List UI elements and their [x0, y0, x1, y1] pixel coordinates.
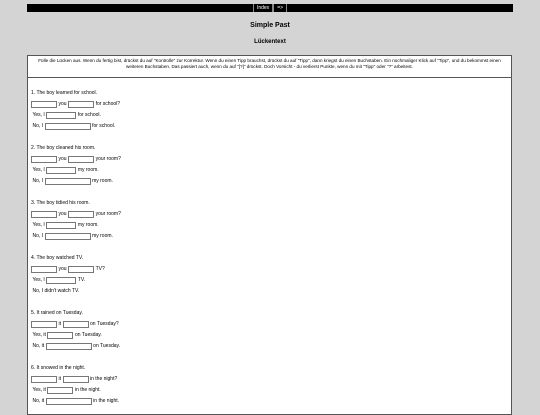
yes-answer-row [31, 166, 122, 175]
gap-input[interactable] [63, 376, 89, 383]
no-answer-row [31, 177, 122, 186]
yes-answer-row [31, 221, 122, 230]
yes-prefix: Yes, it [32, 387, 46, 393]
question-row [31, 210, 122, 219]
exercise-3 [31, 200, 122, 243]
no-prefix: No, I [32, 178, 44, 184]
next-page-link[interactable]: => [273, 4, 287, 12]
yes-prefix: Yes, it [32, 332, 46, 338]
question-word: you [58, 211, 67, 217]
question-word: you [58, 101, 67, 107]
exercise-heading: 6. It snowed in the night. [31, 365, 86, 371]
yes-answer-row [31, 386, 121, 395]
yes-end: in the night. [74, 387, 101, 393]
yes-prefix: Yes, I [32, 112, 45, 118]
yes-end: for school. [77, 112, 101, 118]
gap-input[interactable] [68, 266, 94, 273]
question-end: on Tuesday? [90, 321, 119, 327]
question-row [31, 265, 106, 274]
question-word: you [58, 156, 67, 162]
yes-prefix: Yes, I [32, 277, 45, 283]
exercise-heading: 5. It rained on Tuesday. [31, 310, 83, 316]
exercise-heading: 4. The boy watched TV. [31, 255, 84, 261]
no-prefix: No, I [32, 123, 44, 129]
question-row [31, 375, 121, 384]
yes-answer-row [31, 276, 106, 285]
exercise-panel [27, 55, 512, 415]
gap-input[interactable] [46, 398, 92, 405]
yes-prefix: Yes, I [32, 167, 45, 173]
gap-input[interactable] [31, 101, 57, 108]
no-answer-text: No, I didn't watch TV. [32, 288, 80, 294]
gap-input[interactable] [45, 123, 91, 130]
index-link[interactable]: Index [253, 4, 273, 12]
yes-end: my room. [77, 222, 99, 228]
exercise-heading: 1. The boy learned for school. [31, 90, 98, 96]
question-row [31, 100, 122, 109]
no-end: for school. [92, 123, 116, 129]
yes-end: my room. [77, 167, 99, 173]
exercise-4 [31, 255, 106, 298]
gap-input[interactable] [68, 101, 94, 108]
question-end: your room? [95, 156, 121, 162]
question-end: for school? [95, 101, 121, 107]
page-title: Simple Past [250, 22, 290, 29]
question-row [31, 155, 122, 164]
gap-input[interactable] [31, 156, 57, 163]
question-word: it [58, 321, 61, 327]
no-end: my room. [92, 233, 113, 239]
top-navigation-bar [27, 4, 513, 12]
yes-prefix: Yes, I [32, 222, 45, 228]
question-end: your room? [95, 211, 121, 217]
gap-input[interactable] [63, 321, 89, 328]
gap-input[interactable] [45, 178, 91, 185]
gap-input[interactable] [31, 266, 57, 273]
gap-input[interactable] [31, 321, 57, 328]
exercise-heading: 3. The boy tidied his room. [31, 200, 90, 206]
no-answer-row [31, 122, 122, 131]
no-prefix: No, it [32, 398, 45, 404]
gap-input[interactable] [46, 343, 92, 350]
no-prefix: No, I [32, 233, 44, 239]
instructions-text: Fülle die Lücken aus. Wenn du fertig bist, drückst du auf "Kontrolle" zur Korrektur. Wenn du einen Tipp brauchst, drückst du auf "Tipp", dann kriegst du einen Buchstaben. Ein nochmaliger Klick auf "Tipp", und du bekommst einen weiteren Buchstaben. Das passiert auch, wenn du auf "[?]" drückst. Doch Vorsicht - du verlierst Punkte, wenn du mit "Tipp" oder "?" arbeitest. [28, 56, 511, 78]
yes-answer-row [31, 331, 122, 340]
gap-input[interactable] [31, 376, 57, 383]
gap-input[interactable] [45, 233, 91, 240]
question-word: it [58, 376, 61, 382]
no-end: on Tuesday. [93, 343, 121, 349]
no-answer-row [31, 232, 122, 241]
gap-input[interactable] [47, 332, 73, 339]
yes-answer-row [31, 111, 122, 120]
question-row [31, 320, 122, 329]
no-prefix: No, it [32, 343, 45, 349]
question-end: in the night? [90, 376, 118, 382]
no-answer-row [31, 342, 122, 351]
no-end: my room. [92, 178, 113, 184]
yes-end: on Tuesday. [74, 332, 102, 338]
gap-input[interactable] [46, 277, 76, 284]
gap-input[interactable] [46, 222, 76, 229]
gap-input[interactable] [68, 211, 94, 218]
exercise-heading: 2. The boy cleaned his room. [31, 145, 96, 151]
gap-input[interactable] [47, 387, 73, 394]
gap-input[interactable] [31, 211, 57, 218]
exercise-1 [31, 90, 122, 133]
exercise-2 [31, 145, 122, 188]
yes-end: TV. [77, 277, 86, 283]
question-word: you [58, 266, 67, 272]
page-subtitle: Lückentext [254, 39, 286, 45]
exercise-5 [31, 310, 122, 353]
exercise-6 [31, 365, 121, 408]
no-end: in the night. [93, 398, 120, 404]
question-end: TV? [95, 266, 105, 272]
gap-input[interactable] [68, 156, 94, 163]
gap-input[interactable] [46, 167, 76, 174]
gap-input[interactable] [46, 112, 76, 119]
no-answer-row [31, 287, 106, 296]
